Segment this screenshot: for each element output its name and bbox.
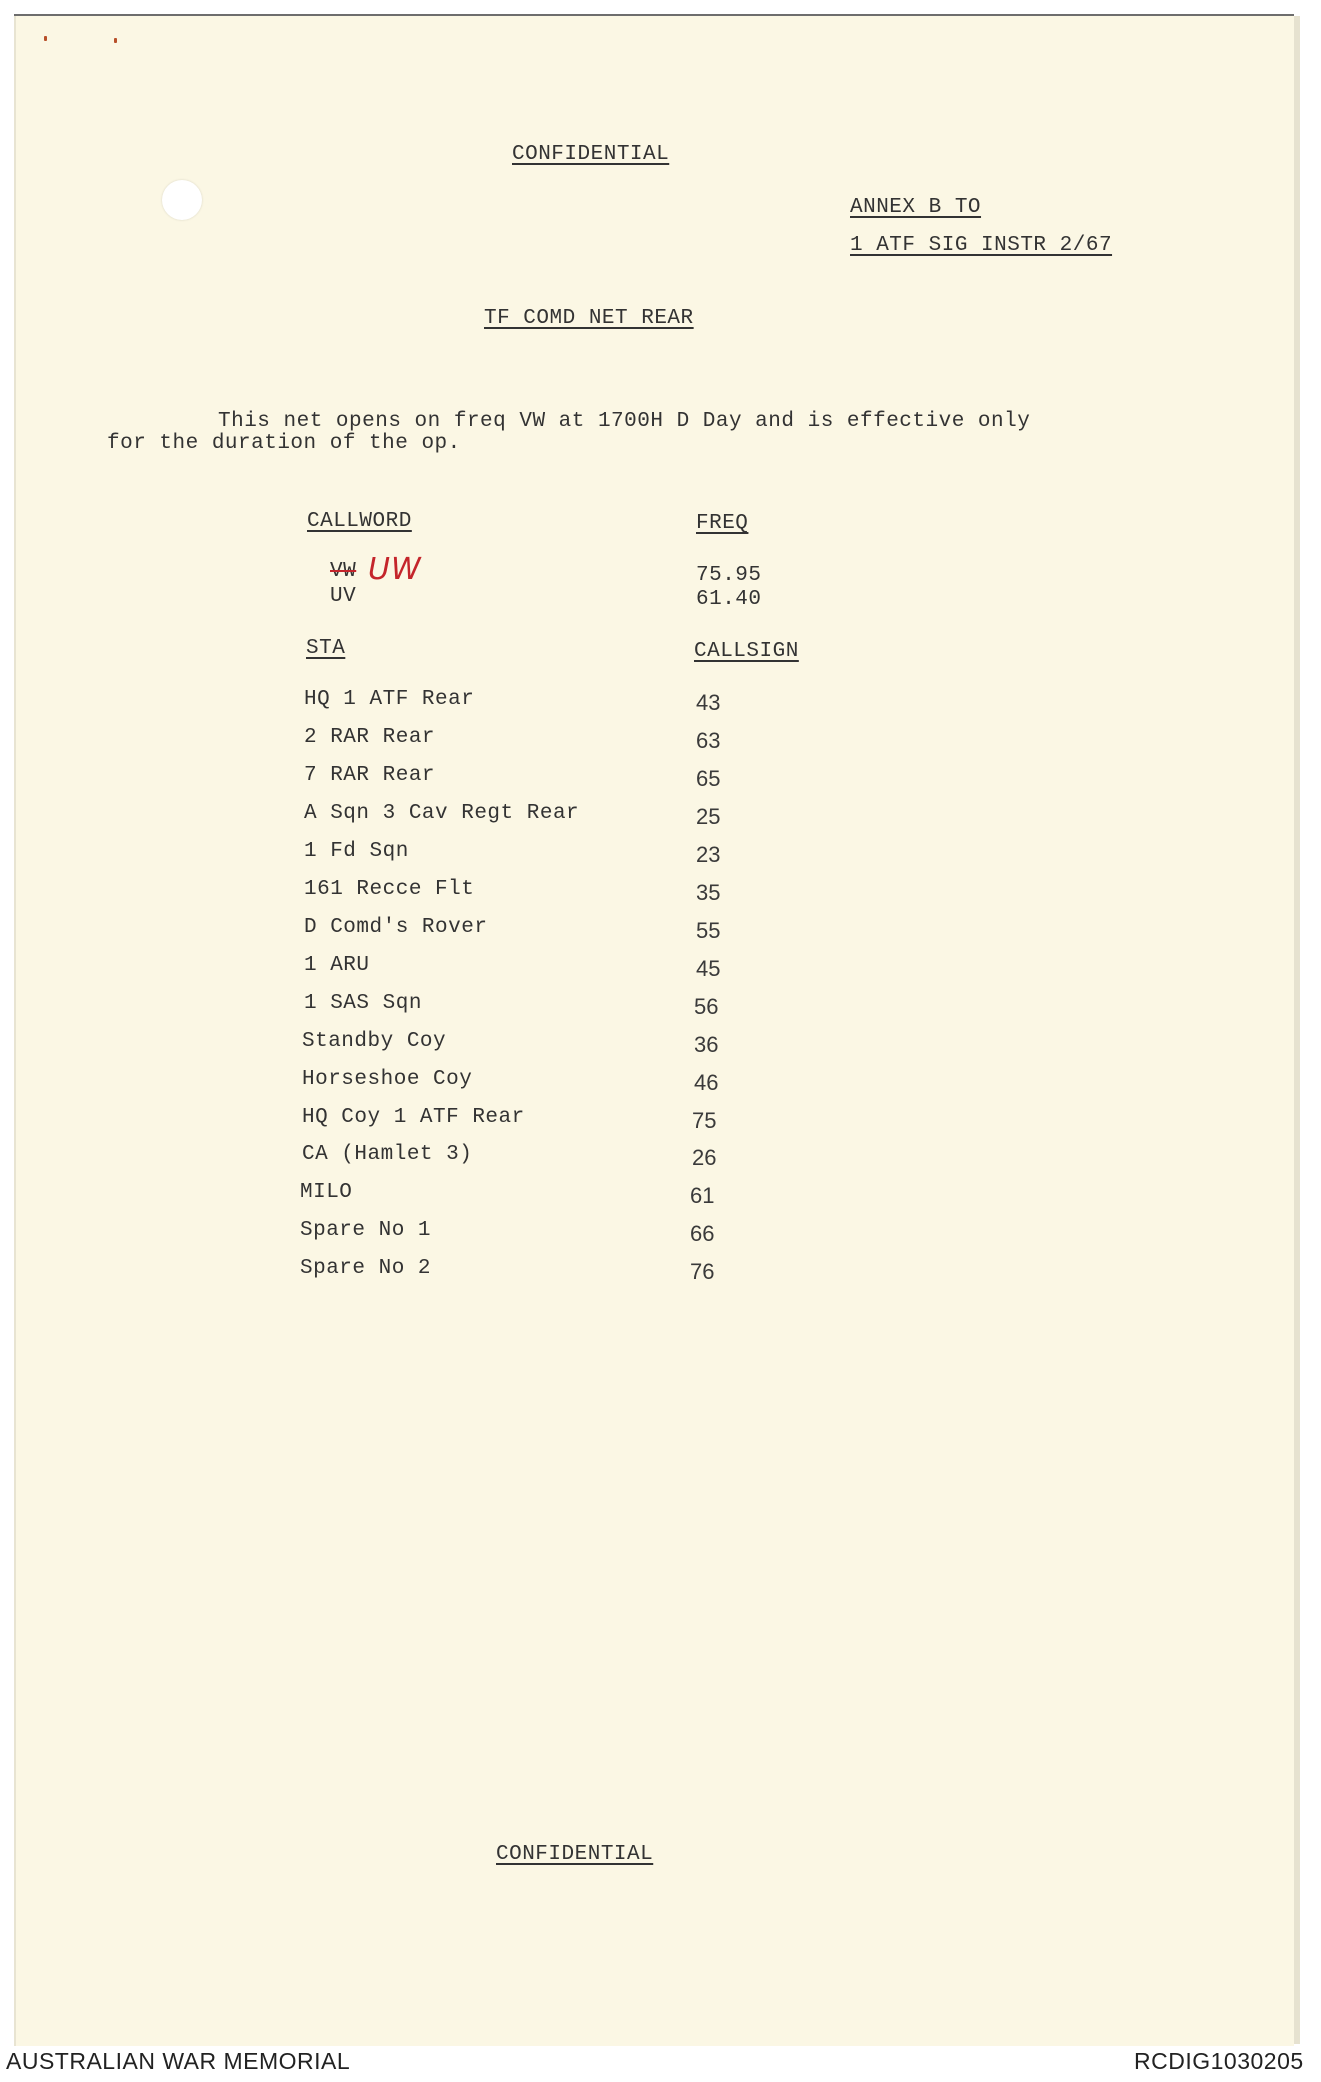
archive-caption-right: RCDIG1030205 [1134,2048,1304,2074]
archive-caption-left: AUSTRALIAN WAR MEMORIAL [6,2048,351,2074]
callword-handwritten-correction: UW [368,552,422,587]
station-callsign: 55 [696,918,721,943]
station-callsign: 56 [694,994,719,1019]
callword-original: VW [330,560,357,583]
station-name: HQ Coy 1 ATF Rear [302,1106,525,1129]
station-callsign: 43 [696,690,721,715]
station-name: HQ 1 ATF Rear [304,688,475,711]
intro-line-1: This net opens on freq VW at 1700H D Day and is effective only [218,410,1031,433]
station-name: 161 Recce Flt [304,878,475,901]
document-title: TF COMD NET REAR [484,307,694,330]
callsign-header: CALLSIGN [694,640,799,663]
station-name: A Sqn 3 Cav Regt Rear [304,802,580,825]
callword-header: CALLWORD [307,510,412,533]
station-callsign: 66 [690,1221,715,1246]
station-name: 1 ARU [304,954,370,977]
annex-line-2: 1 ATF SIG INSTR 2/67 [850,234,1113,257]
freq-header: FREQ [696,512,749,535]
station-name: 1 SAS Sqn [304,992,422,1015]
punch-hole [162,180,202,220]
station-callsign: 65 [696,766,721,791]
station-name: Spare No 2 [300,1257,432,1280]
station-callsign: 23 [696,842,721,867]
station-callsign: 61 [690,1183,715,1208]
station-callsign: 36 [694,1032,719,1057]
station-name: 2 RAR Rear [304,726,436,749]
station-callsign: 25 [696,804,721,829]
station-callsign: 35 [696,880,721,905]
annex-line-1: ANNEX B TO [850,196,982,219]
station-name: CA (Hamlet 3) [302,1143,473,1166]
callword-freq: 75.95 [696,564,762,587]
station-name: Horseshoe Coy [302,1068,473,1091]
callword-original: UV [330,585,357,608]
sta-header: STA [306,637,346,660]
station-callsign: 46 [694,1070,719,1095]
station-name: D Comd's Rover [304,916,488,939]
station-callsign: 75 [692,1108,717,1133]
station-name: Standby Coy [302,1030,447,1053]
station-callsign: 26 [692,1145,717,1170]
callword-freq: 61.40 [696,588,762,611]
station-callsign: 63 [696,728,721,753]
intro-line-2: for the duration of the op. [107,432,461,455]
footer-classification: CONFIDENTIAL [496,1843,654,1866]
station-name: 7 RAR Rear [304,764,436,787]
station-name: MILO [300,1181,353,1204]
station-name: 1 Fd Sqn [304,840,409,863]
station-callsign: 76 [690,1259,715,1284]
page-edge-shadow [1294,16,1300,2044]
header-classification: CONFIDENTIAL [512,143,670,166]
paper-speck [114,38,117,43]
station-callsign: 45 [696,956,721,981]
station-name: Spare No 1 [300,1219,432,1242]
paper-speck [44,36,47,41]
